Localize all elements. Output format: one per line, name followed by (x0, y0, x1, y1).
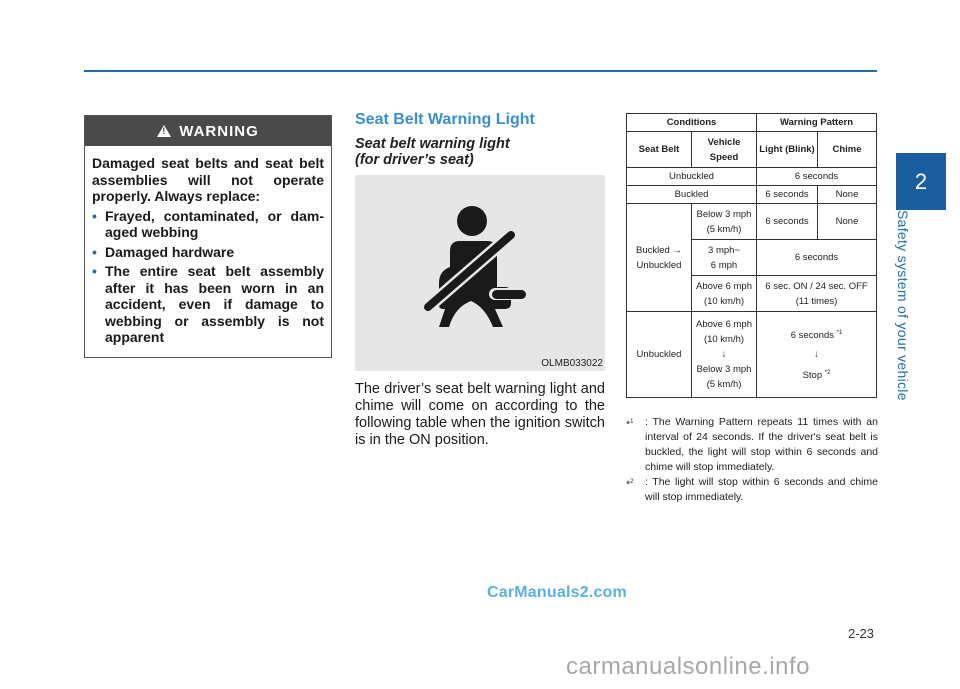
table-cell-belt: Buckled → Unbuckled (627, 204, 692, 312)
warning-item: • The entire seat belt assembly after it has been worn in an accident, even if damage to webbing or assembly is not apparent (92, 263, 324, 345)
table-header-warning: Warning Pattern (757, 114, 877, 132)
table-header-seatbelt: Seat Belt (627, 132, 692, 168)
footnotes (626, 415, 878, 505)
warning-list (92, 208, 324, 346)
image-caption: OLMB033022 (541, 358, 603, 369)
chapter-title: Safety system of your vehicle (895, 210, 911, 401)
chapter-tab (896, 153, 946, 210)
bullet-icon: • (92, 263, 97, 279)
warning-item: • Damaged hardware (92, 243, 235, 260)
seatbelt-warning-icon (355, 175, 605, 371)
warning-pattern-table (626, 113, 877, 398)
warning-intro: Damaged seat belts and seat belt assemblies will not operate properly. Always replace: (92, 155, 324, 204)
warning-item: • Frayed, contaminated, or dam-aged webbing (92, 207, 324, 240)
table-row: Buckled 6 seconds None (627, 186, 877, 204)
page-number: 2-23 (848, 626, 875, 641)
table-row: Unbuckled 6 seconds (627, 168, 877, 186)
footnote: *$^2$ : The light will stop within 6 seconds and chime will stop immediately. (626, 476, 878, 503)
header-rule (84, 70, 877, 72)
watermark-bottom: carmanualsonline.info (566, 653, 810, 680)
footnote: *$^1$ : The Warning Pattern repeats 11 times with an interval of 24 seconds. If the driver's seat belt is buckled, the light will stop within 6 seconds and chime will stop immediately. (626, 416, 878, 473)
table-header-light: Light (Blink) (757, 132, 818, 168)
warning-body (85, 146, 331, 346)
warning-header (85, 116, 331, 146)
table-row: 3 mph~ 6 mph 6 seconds (627, 240, 877, 276)
seatbelt-illustration (355, 175, 605, 371)
table-row: Unbuckled Above 6 mph (10 km/h) ↓ Below 3 mph (5 km/h) 6 seconds $^{*1}$ ↓ Stop $^{*2}$ (627, 312, 877, 398)
warning-title: WARNING (179, 122, 259, 140)
watermark-link[interactable]: CarManuals2.com (487, 584, 627, 601)
chapter-number: 2 (914, 168, 928, 194)
table-row: Buckled → Unbuckled Below 3 mph (5 km/h) 6 seconds None (627, 204, 877, 240)
bullet-icon: • (92, 207, 97, 224)
table-header-speed: Vehicle Speed (692, 132, 757, 168)
table-row: Above 6 mph (10 km/h) 6 sec. ON / 24 sec. OFF (11 times) (627, 276, 877, 312)
warning-box (84, 115, 332, 358)
section-body: The driver’s seat belt warning light and chime will come on according to the following table when the ignition switch is in the ON position. (355, 381, 605, 448)
table-header-conditions: Conditions (627, 114, 757, 132)
section-subtitle: Seat belt warning light (for driver’s seat) (355, 136, 510, 168)
bullet-icon: • (92, 243, 97, 260)
table-header-chime: Chime (818, 132, 877, 168)
warning-triangle-icon (157, 125, 171, 137)
section-title: Seat Belt Warning Light (355, 111, 535, 128)
